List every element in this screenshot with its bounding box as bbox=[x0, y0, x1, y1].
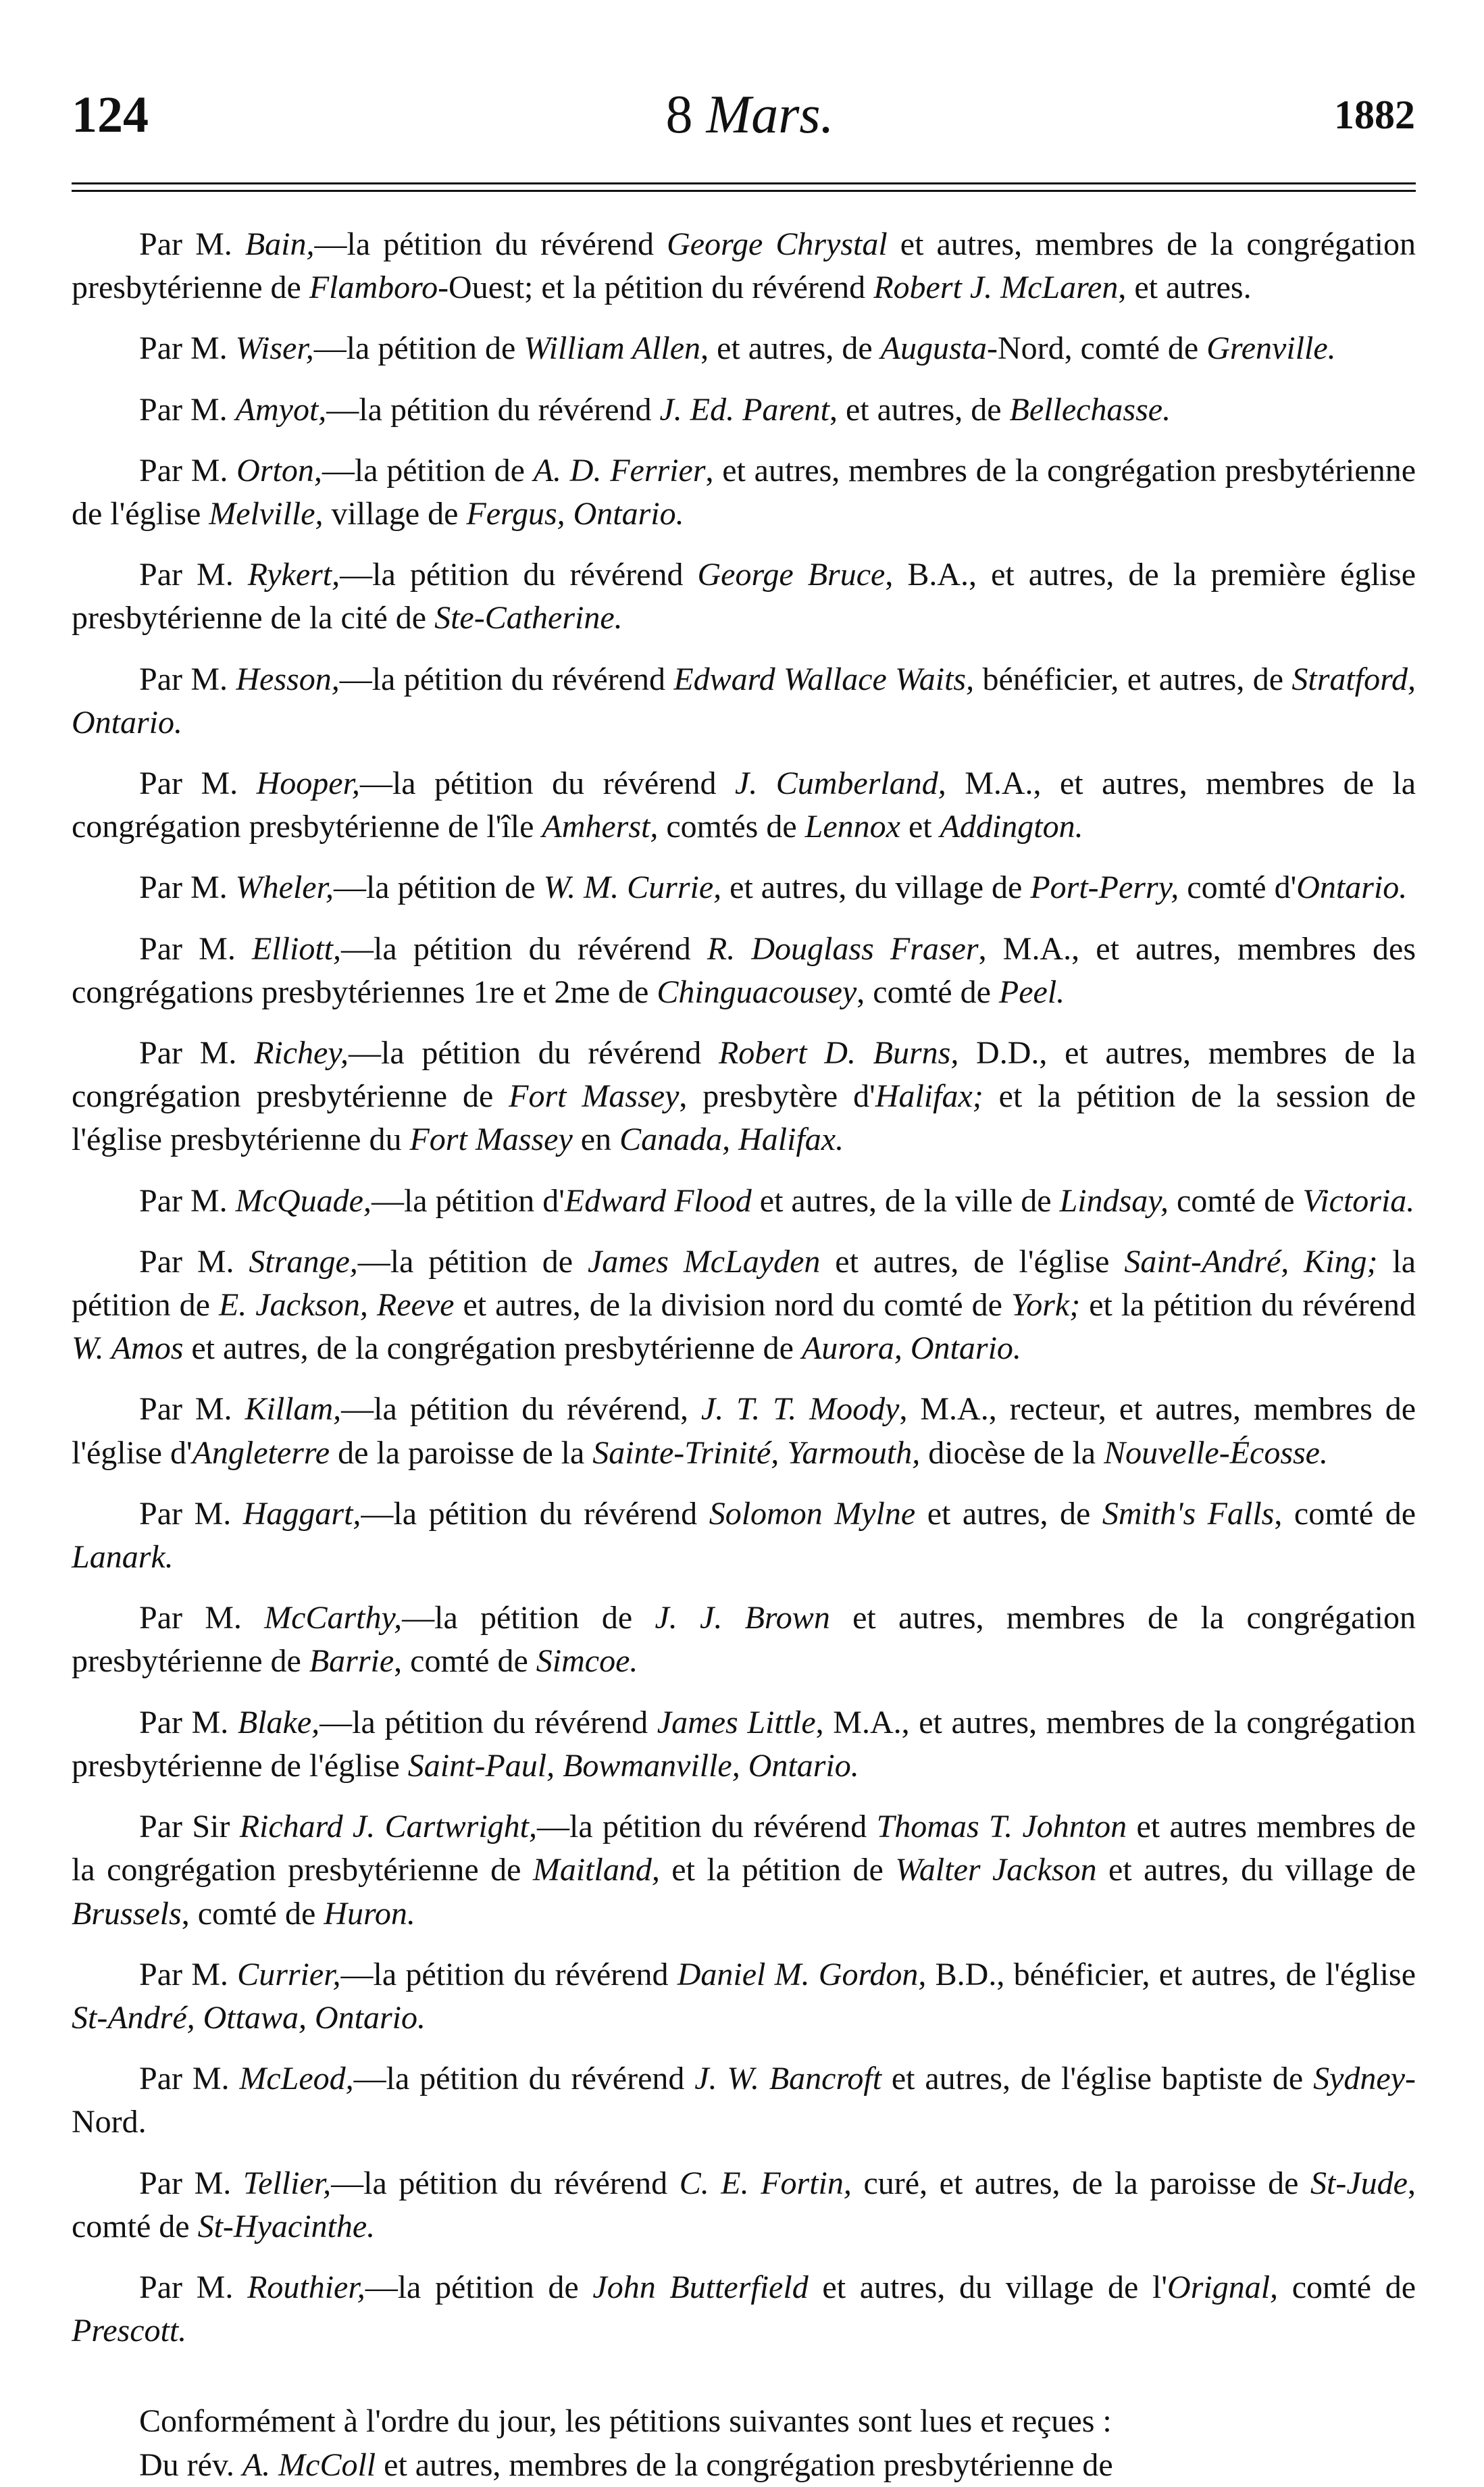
text-run: Conformément à l'ordre du jour, les pétitions suivantes sont lues et reçues : bbox=[139, 2403, 1112, 2440]
italic-name: Ste-Catherine. bbox=[434, 600, 623, 636]
italic-name: Ontario. bbox=[1296, 870, 1408, 906]
text-run: , comté de bbox=[72, 2165, 1416, 2244]
text-run: et autres membres de la congrégation presbytérienne de bbox=[72, 1809, 1416, 1888]
text-run: Par Sir bbox=[139, 1809, 240, 1845]
italic-name: James Little bbox=[657, 1704, 816, 1740]
text-run: D.D., et autres, membres de la congrégation presbytérienne de bbox=[72, 1035, 1416, 1115]
text-run: , M.A., et autres, membres de la congrégation presbytérienne de l'église bbox=[72, 1704, 1416, 1784]
text-run: , M.A., et autres, membres des congrégations presbytériennes 1re et 2me de bbox=[72, 930, 1416, 1010]
text-run: et autres, de l'église baptiste de bbox=[881, 2061, 1314, 2097]
italic-name: Simcoe. bbox=[536, 1643, 638, 1680]
text-run: Par M. bbox=[139, 1704, 238, 1740]
text-run: , B.A., et autres, de la première église presbytérienne de la cité de bbox=[72, 557, 1416, 636]
italic-name: George Bruce bbox=[697, 557, 886, 593]
italic-name: W. Amos bbox=[72, 1330, 184, 1367]
text-run: et autres, membres de la congrégation presbytérienne de bbox=[72, 1600, 1416, 1680]
italic-name: York; bbox=[1010, 1287, 1081, 1324]
italic-name: Routhier, bbox=[247, 2269, 365, 2305]
italic-name: McCarthy, bbox=[264, 1600, 403, 1636]
italic-name: Maitland, bbox=[532, 1852, 660, 1888]
italic-name: Fort Massey bbox=[509, 1078, 680, 1115]
text-run: comté d' bbox=[1179, 870, 1297, 906]
text-run: , comté de bbox=[856, 974, 999, 1010]
text-run: Par M. bbox=[139, 1391, 245, 1428]
text-run: Par M. bbox=[139, 226, 245, 262]
italic-name: Elliott, bbox=[252, 930, 342, 967]
text-run: Par M. bbox=[139, 1035, 255, 1072]
text-run: -Nord, comté de bbox=[986, 330, 1207, 367]
text-run: en bbox=[572, 1122, 620, 1158]
italic-name: Lanark. bbox=[72, 1539, 174, 1576]
text-run: et la pétition du révérend bbox=[1080, 1287, 1416, 1324]
text-run: —la pétition du révérend bbox=[359, 765, 735, 802]
petition-paragraph bbox=[72, 2162, 1416, 2249]
italic-name: Amherst, bbox=[542, 809, 659, 845]
italic-name: Currier, bbox=[237, 1956, 341, 1992]
italic-name: Tellier, bbox=[242, 2165, 332, 2201]
text-run: et bbox=[900, 809, 940, 845]
text-run: Par M. bbox=[139, 1182, 236, 1219]
notice-paragraph bbox=[72, 2400, 1416, 2443]
italic-name: Augusta bbox=[880, 330, 987, 367]
text-run: comtés de bbox=[658, 809, 805, 845]
text-run: -Ouest; et la pétition du révérend bbox=[438, 270, 874, 306]
text-run: —la pétition du révérend bbox=[361, 1495, 709, 1532]
petition-paragraph bbox=[72, 553, 1416, 640]
petition-paragraph bbox=[72, 1953, 1416, 2040]
italic-name: J. Cumberland, bbox=[734, 765, 946, 802]
petition-paragraph bbox=[72, 928, 1416, 1014]
italic-name: Sainte-Trinité, Yarmouth, bbox=[592, 1434, 921, 1471]
italic-name: Chinguacousey bbox=[657, 974, 857, 1010]
text-run: Par M. bbox=[139, 2269, 248, 2305]
text-run: et autres, de la ville de bbox=[751, 1182, 1060, 1219]
text-run: bénéficier, et autres, de bbox=[974, 661, 1292, 697]
page-year: 1882 bbox=[1334, 93, 1415, 137]
text-run: —la pétition de bbox=[333, 870, 544, 906]
italic-name: Thomas T. Johnton bbox=[876, 1809, 1127, 1845]
italic-name: Canada, Halifax. bbox=[619, 1122, 844, 1158]
text-run: -Nord. bbox=[72, 2061, 1416, 2140]
petition-paragraph bbox=[72, 658, 1416, 745]
petition-paragraph bbox=[72, 866, 1416, 909]
text-run: et la pétition de bbox=[659, 1852, 896, 1888]
italic-name: Killam, bbox=[245, 1391, 342, 1428]
italic-name: Fergus, Ontario. bbox=[466, 496, 684, 532]
text-run: —la pétition du révérend bbox=[339, 661, 674, 697]
italic-name: Flamboro bbox=[309, 270, 438, 306]
italic-name: James McLayden bbox=[587, 1243, 821, 1280]
text-run: curé, et autres, de la paroisse de bbox=[851, 2165, 1311, 2201]
text-run: Par M. bbox=[139, 765, 257, 802]
text-run: , presbytère d' bbox=[679, 1078, 875, 1115]
italic-name: Orton, bbox=[236, 452, 322, 488]
italic-name: Grenville. bbox=[1206, 330, 1336, 367]
italic-name: J. J. Brown bbox=[655, 1600, 830, 1636]
italic-name: Peel. bbox=[998, 974, 1065, 1010]
italic-name: Stratford, Ontario. bbox=[72, 661, 1416, 740]
italic-name: Melville, bbox=[209, 496, 324, 532]
petition-paragraph bbox=[72, 1805, 1416, 1936]
italic-name: J. W. Bancroft bbox=[694, 2061, 882, 2097]
text-run: Par M. bbox=[139, 330, 236, 367]
text-run: B.D., bénéficier, et autres, de l'église bbox=[926, 1956, 1416, 1992]
text-run: , comté de bbox=[394, 1643, 536, 1680]
petition-paragraph bbox=[72, 1492, 1416, 1579]
italic-name: Rykert, bbox=[247, 557, 340, 593]
italic-name: Walter Jackson bbox=[895, 1852, 1097, 1888]
italic-name: Saint-André, King; bbox=[1124, 1243, 1378, 1280]
text-run: et la pétition de la session de l'église presbytérienne du bbox=[72, 1078, 1416, 1158]
text-run: Par M. bbox=[139, 2165, 243, 2201]
date-day: 8 bbox=[665, 85, 693, 145]
italic-name: Nouvelle-Écosse. bbox=[1104, 1434, 1328, 1471]
text-run: Par M. bbox=[139, 1495, 243, 1532]
italic-name: Richey, bbox=[254, 1035, 349, 1072]
italic-name: Blake, bbox=[237, 1704, 320, 1740]
italic-name: Fort Massey bbox=[409, 1122, 573, 1158]
petition-paragraph bbox=[72, 1597, 1416, 1683]
italic-name: Haggart, bbox=[242, 1495, 361, 1532]
italic-name: St-André, Ottawa, Ontario. bbox=[72, 1999, 426, 2036]
text-run: diocèse de la bbox=[920, 1434, 1104, 1471]
text-run: Par M. bbox=[139, 557, 248, 593]
text-run: Par M. bbox=[139, 2061, 240, 2097]
page-date bbox=[608, 84, 892, 145]
italic-name: Angleterre bbox=[192, 1434, 330, 1471]
text-run: , et autres, de bbox=[829, 391, 1010, 428]
text-run: , M.A., recteur, et autres, membres de l'église d' bbox=[72, 1391, 1416, 1471]
text-run: comté de bbox=[1168, 1182, 1303, 1219]
petition-paragraph bbox=[72, 327, 1416, 370]
italic-name: Wheler, bbox=[235, 870, 334, 906]
header-double-rule bbox=[72, 182, 1416, 192]
italic-name: William Allen bbox=[523, 330, 701, 367]
text-run: —la pétition du révérend bbox=[348, 1035, 719, 1072]
text-run: de la paroisse de la bbox=[330, 1434, 593, 1471]
text-run: —la pétition de bbox=[402, 1600, 655, 1636]
italic-name: St-Hyacinthe. bbox=[197, 2208, 376, 2244]
text-run: , et autres, de bbox=[700, 330, 881, 367]
text-run: —la pétition de bbox=[357, 1243, 588, 1280]
text-run: —la pétition de bbox=[313, 330, 524, 367]
text-run: —la pétition du révérend bbox=[314, 226, 667, 262]
italic-name: A. McColl bbox=[242, 2446, 376, 2483]
italic-name: Barrie bbox=[309, 1643, 394, 1680]
italic-name: George Chrystal bbox=[667, 226, 888, 262]
italic-name: W. M. Currie, bbox=[543, 870, 722, 906]
italic-name: E. Jackson, Reeve bbox=[218, 1287, 455, 1324]
petition-paragraph bbox=[72, 2057, 1416, 2144]
italic-name: Solomon Mylne bbox=[709, 1495, 916, 1532]
text-run: et autres, de la division nord du comté de bbox=[454, 1287, 1011, 1324]
text-run: —la pétition du révérend bbox=[340, 1956, 677, 1992]
italic-name: Brussels bbox=[72, 1895, 182, 1932]
text-run: Par M. bbox=[139, 661, 236, 697]
text-run: la pétition de bbox=[72, 1243, 1416, 1324]
text-run: et autres, de bbox=[915, 1495, 1102, 1532]
text-run: Par M. bbox=[139, 930, 253, 967]
petition-paragraph bbox=[72, 2266, 1416, 2353]
date-month: Mars. bbox=[706, 85, 834, 145]
italic-name: Prescott. bbox=[72, 2313, 187, 2349]
notice-paragraph bbox=[72, 2444, 1416, 2487]
text-run: Par M. bbox=[139, 391, 236, 428]
italic-name: Daniel M. Gordon, bbox=[677, 1956, 927, 1992]
italic-name: R. Douglass Fraser bbox=[707, 930, 979, 967]
petition-paragraph bbox=[72, 1032, 1416, 1162]
text-run: et autres, de l'église bbox=[820, 1243, 1125, 1280]
italic-name: Lindsay, bbox=[1059, 1182, 1169, 1219]
italic-name: Sydney bbox=[1313, 2061, 1406, 2097]
text-run: , comté de bbox=[181, 1895, 324, 1932]
italic-name: Amyot, bbox=[235, 391, 327, 428]
petition-paragraph bbox=[72, 1701, 1416, 1788]
text-run: et autres, du village de l' bbox=[808, 2269, 1168, 2305]
italic-name: Halifax; bbox=[875, 1078, 983, 1115]
text-run: —la pétition du révérend bbox=[319, 1704, 657, 1740]
text-run: —la pétition du révérend bbox=[326, 391, 660, 428]
page-header bbox=[0, 84, 1484, 145]
italic-name: C. E. Fortin, bbox=[679, 2165, 852, 2201]
italic-name: McLeod, bbox=[239, 2061, 354, 2097]
text-run: —la pétition du révérend bbox=[353, 2061, 695, 2097]
italic-name: Smith's Falls bbox=[1102, 1495, 1275, 1532]
text-run: Par M. bbox=[139, 1243, 249, 1280]
petition-list bbox=[72, 223, 1416, 2487]
text-run: Du rév. bbox=[139, 2446, 242, 2483]
italic-name: McQuade, bbox=[235, 1182, 372, 1219]
text-run: , et autres, membres de la congrégation presbytérienne de l'église bbox=[72, 452, 1416, 532]
text-run: , comté de bbox=[1274, 1495, 1416, 1532]
italic-name: Hesson, bbox=[236, 661, 340, 697]
italic-name: Huron. bbox=[324, 1895, 415, 1932]
italic-name: John Butterfield bbox=[592, 2269, 809, 2305]
text-run: et autres, de la congrégation presbytérienne de bbox=[183, 1330, 802, 1367]
italic-name: Victoria. bbox=[1302, 1182, 1415, 1219]
petition-paragraph bbox=[72, 1180, 1416, 1223]
italic-name: Aurora, Ontario. bbox=[801, 1330, 1021, 1367]
text-run: et autres, du village de bbox=[1096, 1852, 1416, 1888]
text-run: —la pétition de bbox=[365, 2269, 593, 2305]
italic-name: J. T. T. Moody bbox=[700, 1391, 900, 1428]
text-run: —la pétition de bbox=[322, 452, 534, 488]
text-run: —la pétition du révérend bbox=[331, 2165, 680, 2201]
petition-paragraph bbox=[72, 1388, 1416, 1474]
italic-name: Richard J. Cartwright, bbox=[239, 1809, 537, 1845]
text-run: Par M. bbox=[139, 1600, 265, 1636]
text-run: et autres, membres de la congrégation presbytérienne de bbox=[72, 226, 1416, 306]
page-number: 124 bbox=[72, 86, 149, 143]
italic-name: Port-Perry, bbox=[1030, 870, 1179, 906]
italic-name: Wiser, bbox=[235, 330, 314, 367]
italic-name: Edward Flood bbox=[564, 1182, 752, 1219]
italic-name: Orignal, bbox=[1167, 2269, 1279, 2305]
petition-paragraph bbox=[72, 762, 1416, 849]
text-run: —la pétition du révérend bbox=[340, 557, 698, 593]
petition-paragraph bbox=[72, 449, 1416, 536]
italic-name: A. D. Ferrier bbox=[533, 452, 706, 488]
text-run: Par M. bbox=[139, 1956, 238, 1992]
text-run: comté de bbox=[1278, 2269, 1416, 2305]
italic-name: Bellechasse. bbox=[1009, 391, 1171, 428]
italic-name: Saint-Paul, Bowmanville, Ontario. bbox=[407, 1747, 859, 1784]
italic-name: Lennox bbox=[804, 809, 900, 845]
text-run: Par M. bbox=[139, 452, 237, 488]
italic-name: Bain, bbox=[245, 226, 315, 262]
italic-name: Strange, bbox=[249, 1243, 358, 1280]
text-run: Par M. bbox=[139, 870, 236, 906]
text-run: et autres, membres de la congrégation presbytérienne de bbox=[376, 2446, 1113, 2483]
text-run: —la pétition du révérend bbox=[537, 1809, 877, 1845]
italic-name: Hooper, bbox=[256, 765, 360, 802]
text-run: —la pétition du révérend bbox=[341, 930, 707, 967]
text-run: , et autres. bbox=[1118, 270, 1252, 306]
italic-name: Edward Wallace Waits, bbox=[673, 661, 975, 697]
petition-paragraph bbox=[72, 223, 1416, 309]
petition-paragraph bbox=[72, 1240, 1416, 1371]
text-run: village de bbox=[323, 496, 467, 532]
text-run: —la pétition du révérend, bbox=[341, 1391, 701, 1428]
italic-name: St-Jude bbox=[1310, 2165, 1408, 2201]
text-run: et autres, du village de bbox=[721, 870, 1031, 906]
text-run: —la pétition d' bbox=[371, 1182, 565, 1219]
petition-paragraph bbox=[72, 388, 1416, 432]
italic-name: Addington. bbox=[940, 809, 1083, 845]
italic-name: Robert J. McLaren bbox=[873, 270, 1119, 306]
italic-name: J. Ed. Parent bbox=[659, 391, 829, 428]
italic-name: Robert D. Burns, bbox=[718, 1035, 959, 1072]
text-run: M.A., et autres, membres de la congrégation presbytérienne de l'île bbox=[72, 765, 1416, 845]
